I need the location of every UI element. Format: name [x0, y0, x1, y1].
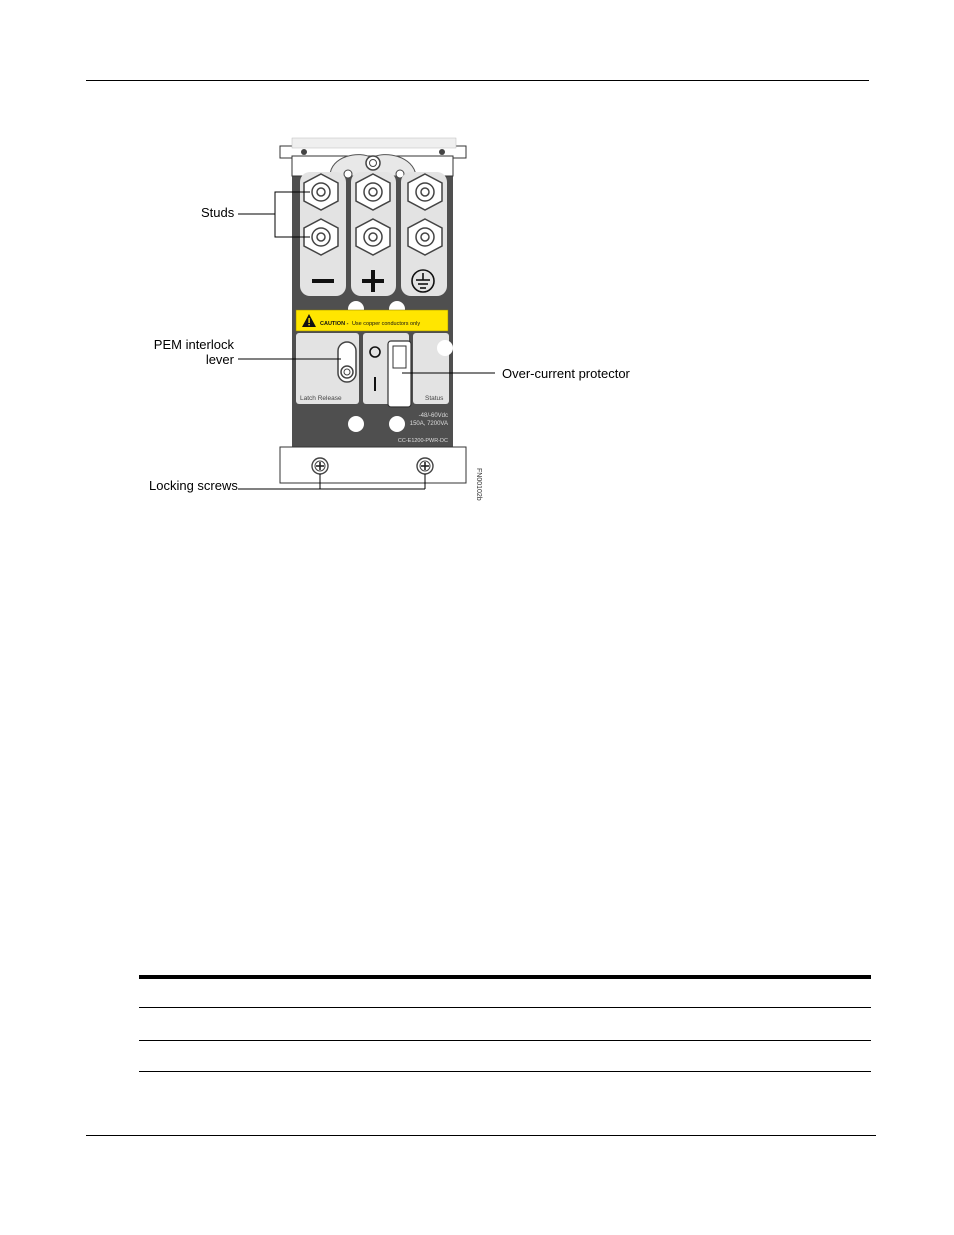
locking-screw-left-icon — [312, 458, 328, 474]
pem-label-line-1: PEM interlock — [153, 337, 234, 352]
caution-body-text: Use copper conductors only — [351, 321, 421, 327]
pem-label-line-2: lever — [205, 352, 234, 367]
switch-on-mark — [374, 377, 376, 391]
status-led — [437, 340, 453, 356]
model-number: CC-E1200-PWR-DC — [397, 438, 448, 444]
panel-hole — [389, 416, 405, 432]
rating-line-2: 150A, 7200VA — [409, 421, 448, 427]
locking-screws-label: Locking screws — [149, 478, 238, 493]
bottom-bracket — [280, 447, 466, 483]
latch-release-text: Latch Release — [300, 395, 342, 402]
panel-hole — [348, 416, 364, 432]
rating-line-1: -48/-60Vdc — [418, 413, 448, 419]
caution-bold-text: CAUTION - — [320, 321, 349, 327]
over-current-protector-label: Over-current protector — [502, 366, 630, 381]
minus-symbol-icon — [312, 279, 334, 283]
studs-label: Studs — [201, 205, 235, 220]
top-bracket — [280, 138, 466, 158]
locking-screw-right-icon — [417, 458, 433, 474]
figure-id: FN00102b — [475, 468, 482, 501]
status-text: Status — [425, 395, 444, 402]
svg-text:CAUTION - Use copper condu — [320, 321, 420, 327]
